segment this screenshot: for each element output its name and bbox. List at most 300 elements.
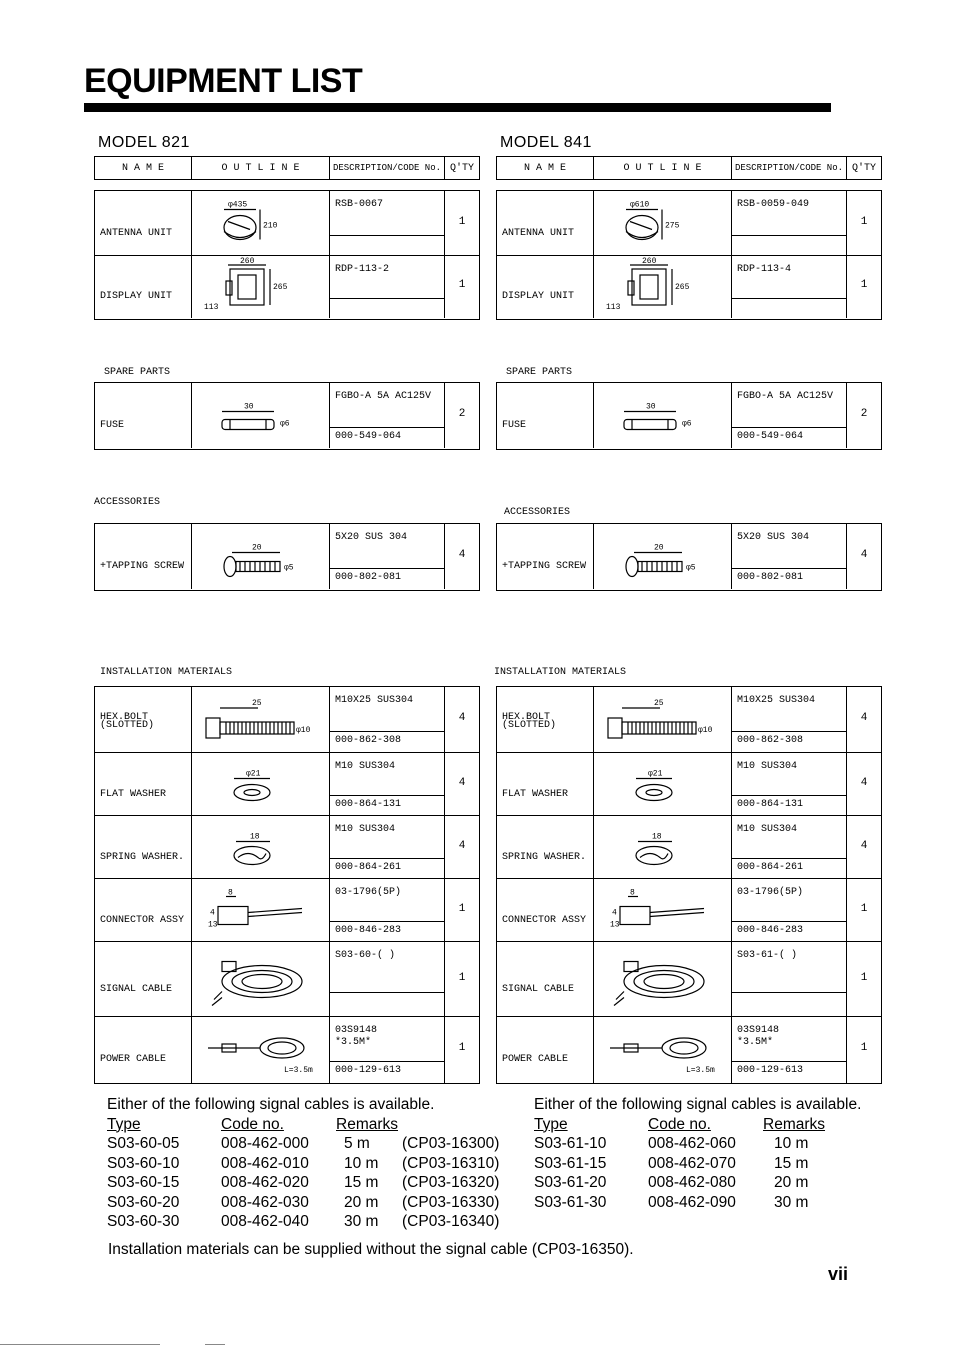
cable-cp-code: (CP03-16320) — [402, 1174, 500, 1191]
dimension-label: φ5 — [686, 563, 696, 573]
dimension-label: φ435 — [228, 200, 248, 210]
item-name: FLAT WASHER — [100, 788, 167, 800]
qty-cell — [847, 942, 881, 1016]
header-name: N A M E — [95, 157, 192, 179]
dimension-label: φ5 — [284, 563, 294, 573]
description-divider — [732, 858, 846, 859]
item-name: HEX.BOLT — [502, 712, 551, 723]
qty-value: 4 — [458, 839, 466, 852]
description-spec: 5X20 SUS 304 — [335, 532, 408, 543]
outline-cell — [192, 942, 330, 1016]
title-rule — [84, 103, 831, 112]
cable-row — [534, 1134, 884, 1154]
display-bracket — [226, 281, 232, 295]
dimension-label: φ21 — [648, 769, 663, 779]
equipment-row — [497, 816, 881, 879]
name-cell — [95, 942, 192, 1016]
description-cell — [330, 879, 445, 941]
col-remarks-header: Remarks — [336, 1115, 399, 1133]
bolt-head — [206, 718, 220, 738]
dimension-label: 265 — [273, 283, 288, 292]
description-divider — [732, 1061, 846, 1062]
description-divider — [330, 921, 444, 922]
spring-split — [238, 854, 266, 859]
item-name: ANTENNA UNIT — [100, 227, 173, 239]
equipment-row — [95, 524, 479, 589]
item-name: FUSE — [100, 419, 125, 431]
description-spec: M10 SUS304 — [335, 824, 396, 835]
dimension-label: φ10 — [698, 726, 713, 735]
description-spec: RDP-113-4 — [737, 264, 792, 275]
qty-cell — [847, 753, 881, 815]
description-divider — [732, 921, 846, 922]
dimension-label: 260 — [240, 257, 255, 266]
spare-parts-label: SPARE PARTS — [104, 367, 171, 378]
outline-cell — [594, 191, 732, 255]
display-case — [230, 269, 264, 305]
cable-length: 30 m — [774, 1193, 809, 1211]
qty-value: 4 — [458, 712, 466, 724]
col-type-header: Type — [107, 1115, 141, 1133]
cable-row — [107, 1173, 500, 1193]
display-case — [632, 269, 666, 305]
cable-type: S03-61-10 — [534, 1135, 607, 1152]
equipment-row — [95, 879, 479, 942]
qty-value: 1 — [860, 902, 868, 915]
cable-length: 15 m — [344, 1174, 379, 1191]
description-cell — [732, 383, 847, 448]
description-spec: S03-60-( ) — [335, 950, 396, 961]
equipment-row — [497, 383, 881, 448]
outline-cell — [594, 753, 732, 815]
code-number: 000-864-261 — [737, 862, 804, 873]
description-spec: 03-1796(5P) — [335, 887, 402, 898]
bolt-head — [608, 718, 622, 738]
description-spec: M10 SUS304 — [737, 761, 798, 772]
qty-value: 4 — [860, 839, 868, 852]
qty-cell — [847, 524, 881, 589]
item-name: DISPLAY UNIT — [502, 291, 575, 302]
description-divider — [330, 235, 444, 236]
qty-value: 1 — [458, 279, 466, 291]
cable-row — [107, 1193, 500, 1213]
name-cell — [497, 879, 594, 941]
name-cell — [497, 687, 594, 752]
cable-cp-code: (CP03-16310) — [402, 1154, 500, 1172]
qty-cell — [445, 879, 479, 941]
table-header — [94, 156, 480, 180]
dimension-label: 265 — [675, 283, 690, 292]
description-spec: M10 SUS304 — [335, 761, 396, 772]
description-cell — [330, 1017, 445, 1083]
description-divider — [330, 858, 444, 859]
name-cell — [95, 524, 192, 589]
item-name: CONNECTOR ASSY — [502, 914, 587, 926]
accessories-table — [94, 523, 480, 591]
qty-value: 4 — [860, 548, 868, 561]
cable-lead — [212, 992, 222, 1006]
equipment-row — [497, 1017, 881, 1083]
display-screen — [640, 275, 658, 299]
code-number: 000-129-613 — [335, 1065, 402, 1076]
cable-type: S03-61-15 — [534, 1154, 607, 1172]
name-cell — [497, 816, 594, 878]
outline-drawing — [594, 383, 732, 448]
outline-cell — [192, 256, 330, 318]
name-cell — [95, 816, 192, 878]
outline-drawing — [594, 942, 732, 1017]
cable-row — [534, 1193, 884, 1213]
accessories-label: ACCESSORIES — [94, 497, 161, 508]
item-name: CONNECTOR ASSY — [100, 914, 185, 926]
name-cell — [95, 383, 192, 448]
cable-code: 008-462-080 — [648, 1174, 736, 1191]
description-divider — [330, 992, 444, 993]
description-cell — [732, 256, 847, 318]
qty-cell — [847, 687, 881, 752]
equipment-row — [95, 191, 479, 256]
description-spec-2: *3.5M* — [335, 1037, 372, 1048]
qty-value: 1 — [458, 971, 466, 984]
description-spec: M10 SUS304 — [737, 824, 798, 835]
cable-length: 20 m — [774, 1174, 809, 1191]
dimension-label: L=3.5m — [686, 1066, 715, 1075]
outline-drawing — [192, 191, 330, 256]
qty-value: 1 — [458, 1042, 466, 1054]
qty-cell — [445, 816, 479, 878]
notes-header — [107, 1115, 457, 1135]
cable-cp-code: (CP03-16330) — [402, 1193, 500, 1211]
notes-intro: Either of the following signal cables is available. — [534, 1096, 862, 1113]
description-cell — [330, 256, 445, 318]
equipment-row — [95, 687, 479, 753]
qty-cell — [847, 256, 881, 318]
cable-cp-code: (CP03-16340) — [402, 1213, 500, 1230]
description-divider — [330, 298, 444, 299]
dimension-label: 30 — [646, 402, 656, 412]
item-name: +TAPPING SCREW — [100, 560, 185, 572]
qty-value: 1 — [458, 215, 466, 228]
dimension-label: 8 — [630, 888, 635, 898]
dimension-label: 210 — [263, 221, 278, 231]
outline-drawing — [192, 942, 330, 1017]
model-label: MODEL 821 — [98, 134, 190, 151]
display-screen — [238, 275, 256, 299]
cable-code: 008-462-030 — [221, 1193, 309, 1211]
notes-intro: Either of the following signal cables is available. — [107, 1096, 435, 1113]
qty-value: 1 — [458, 902, 466, 915]
description-divider — [330, 795, 444, 796]
description-spec: 5X20 SUS 304 — [737, 532, 810, 543]
display-bracket — [628, 281, 634, 295]
cable-code: 008-462-010 — [221, 1154, 309, 1172]
outline-drawing — [594, 816, 732, 879]
description-cell — [732, 816, 847, 878]
item-name: FUSE — [502, 419, 527, 431]
description-divider — [732, 795, 846, 796]
outline-cell — [192, 1017, 330, 1083]
header-outline: O U T L I N E — [594, 157, 732, 179]
description-divider — [330, 731, 444, 732]
outline-cell — [594, 256, 732, 318]
outline-drawing — [192, 687, 330, 753]
connector-housing — [218, 907, 248, 925]
dimension-label: 20 — [654, 543, 664, 553]
cable-length: 10 m — [774, 1135, 809, 1152]
outline-drawing — [192, 256, 330, 318]
header-desc: DESCRIPTION/CODE No. — [330, 157, 445, 179]
qty-cell — [445, 524, 479, 589]
code-number: 000-802-081 — [335, 572, 402, 583]
name-cell — [95, 1017, 192, 1083]
qty-value: 4 — [458, 548, 466, 561]
outline-cell — [594, 524, 732, 589]
cable-row — [107, 1154, 500, 1174]
cable-row — [534, 1173, 884, 1193]
scan-edge-mark — [205, 1344, 225, 1345]
item-name: SPRING WASHER. — [502, 851, 587, 863]
outline-cell — [594, 687, 732, 752]
cable-row — [107, 1212, 500, 1232]
signal-cable-notes — [534, 1095, 884, 1212]
description-cell — [732, 1017, 847, 1083]
dimension-label: 113 — [606, 303, 621, 312]
notes-header — [534, 1115, 884, 1135]
signal-cable-notes — [107, 1095, 500, 1232]
cable-lead — [614, 992, 624, 1006]
code-number: 000-549-064 — [335, 431, 402, 442]
cable-code: 008-462-090 — [648, 1193, 736, 1211]
outline-drawing — [192, 383, 330, 448]
code-number: 000-802-081 — [737, 572, 804, 583]
main-units-table — [496, 190, 882, 320]
spare-parts-table — [496, 382, 882, 450]
description-divider — [330, 427, 444, 428]
item-name: POWER CABLE — [100, 1054, 167, 1065]
washer-hole — [244, 790, 260, 796]
qty-cell — [847, 191, 881, 255]
outline-drawing — [192, 753, 330, 816]
cable-type: S03-60-30 — [107, 1213, 180, 1230]
connector-wire — [650, 909, 704, 913]
header-qty: Q'TY — [449, 162, 474, 174]
cable-length: 10 m — [344, 1154, 379, 1172]
item-name: FLAT WASHER — [502, 788, 569, 800]
equipment-row — [497, 753, 881, 816]
cable-row — [534, 1154, 884, 1174]
name-cell — [497, 942, 594, 1016]
power-coil — [662, 1038, 706, 1058]
cable-length: 30 m — [344, 1213, 379, 1230]
accessories-table — [496, 523, 882, 591]
description-spec: 03S9148 — [737, 1025, 780, 1036]
description-divider — [330, 1061, 444, 1062]
outline-drawing — [594, 753, 732, 816]
description-divider — [732, 731, 846, 732]
dimension-label: φ6 — [280, 419, 290, 429]
equipment-row — [95, 816, 479, 879]
qty-value: 4 — [458, 776, 466, 789]
item-name: ANTENNA UNIT — [502, 227, 575, 239]
equipment-row — [497, 879, 881, 942]
description-cell — [732, 524, 847, 589]
description-cell — [330, 383, 445, 448]
description-spec: M10X25 SUS304 — [335, 695, 414, 706]
outline-cell — [192, 191, 330, 255]
qty-cell — [445, 191, 479, 255]
antenna-stripe — [228, 222, 250, 230]
outline-drawing — [192, 524, 330, 589]
description-cell — [732, 879, 847, 941]
connector-housing — [620, 907, 650, 925]
description-cell — [732, 753, 847, 815]
equipment-row — [497, 256, 881, 318]
model-label: MODEL 841 — [500, 134, 592, 151]
installation-table — [496, 686, 882, 1084]
cable-cp-code: (CP03-16300) — [402, 1135, 500, 1152]
bolt-shank — [220, 722, 294, 734]
dimension-label: L=3.5m — [284, 1066, 313, 1075]
code-number: 000-864-131 — [335, 799, 402, 810]
name-cell — [497, 191, 594, 255]
name-cell — [497, 1017, 594, 1083]
outline-cell — [192, 687, 330, 752]
description-spec: FGBO-A 5A AC125V — [335, 391, 432, 402]
outline-cell — [192, 524, 330, 589]
name-cell — [497, 256, 594, 318]
dimension-label: 18 — [652, 832, 662, 842]
cable-code: 008-462-070 — [648, 1154, 736, 1172]
spring-split — [640, 854, 668, 859]
equipment-row — [95, 942, 479, 1017]
header-desc: DESCRIPTION/CODE No. — [732, 157, 847, 179]
col-remarks-header: Remarks — [763, 1115, 826, 1133]
power-coil — [260, 1038, 304, 1058]
outline-drawing — [594, 687, 732, 753]
screw-head — [224, 557, 236, 577]
installation-materials-label: INSTALLATION MATERIALS — [100, 667, 233, 678]
outline-cell — [594, 383, 732, 448]
description-spec: 03-1796(5P) — [737, 887, 804, 898]
outline-cell — [192, 753, 330, 815]
screw-head — [626, 557, 638, 577]
cable-type: S03-60-05 — [107, 1135, 180, 1152]
col-type-header: Type — [534, 1115, 568, 1133]
power-coil — [670, 1042, 698, 1054]
description-spec: FGBO-A 5A AC125V — [737, 391, 834, 402]
dimension-label: 30 — [244, 402, 254, 412]
description-cell — [732, 687, 847, 752]
installation-note: Installation materials can be supplied without the signal cable (CP03-16350). — [108, 1241, 634, 1258]
qty-value: 1 — [860, 279, 868, 291]
cable-length: 20 m — [344, 1193, 379, 1211]
bolt-shank — [622, 722, 696, 734]
qty-cell — [445, 256, 479, 318]
code-number: 000-846-283 — [737, 925, 804, 936]
name-cell — [497, 383, 594, 448]
outline-drawing — [594, 256, 732, 318]
name-cell — [497, 753, 594, 815]
installation-table — [94, 686, 480, 1084]
outline-cell — [594, 1017, 732, 1083]
accessories-label: ACCESSORIES — [504, 507, 571, 518]
name-cell — [95, 753, 192, 815]
code-number: 000-862-308 — [335, 735, 402, 746]
screw-thread — [638, 562, 682, 572]
dimension-label: 4 — [210, 908, 215, 918]
page-title: EQUIPMENT LIST — [84, 62, 363, 100]
cable-row — [107, 1134, 500, 1154]
description-divider — [732, 427, 846, 428]
col-code-header: Code no. — [221, 1115, 284, 1133]
item-name: SPRING WASHER. — [100, 851, 185, 863]
dimension-label: 4 — [612, 908, 617, 918]
antenna-radome — [626, 216, 658, 240]
outline-drawing — [192, 879, 330, 942]
qty-value: 1 — [860, 1042, 868, 1054]
header-name: N A M E — [497, 157, 594, 179]
outline-cell — [192, 879, 330, 941]
description-spec: RSB-0059-049 — [737, 199, 810, 210]
description-cell — [330, 524, 445, 589]
outline-cell — [594, 879, 732, 941]
qty-cell — [847, 816, 881, 878]
spare-parts-table — [94, 382, 480, 450]
qty-cell — [445, 383, 479, 448]
code-number: 000-862-308 — [737, 735, 804, 746]
qty-cell — [847, 383, 881, 448]
equipment-row — [497, 191, 881, 256]
page-number: vii — [828, 1264, 849, 1284]
dimension-label: φ610 — [630, 200, 650, 210]
outline-cell — [594, 816, 732, 878]
dimension-label: φ6 — [682, 419, 692, 429]
code-number: 000-549-064 — [737, 431, 804, 442]
cable-type: S03-61-20 — [534, 1174, 607, 1191]
dimension-label: 13 — [208, 920, 218, 930]
description-divider — [732, 235, 846, 236]
description-cell — [330, 753, 445, 815]
description-spec-2: *3.5M* — [737, 1037, 774, 1048]
cable-code: 008-462-020 — [221, 1174, 309, 1191]
cable-code: 008-462-000 — [221, 1135, 309, 1152]
qty-cell — [445, 1017, 479, 1083]
description-divider — [732, 568, 846, 569]
installation-materials-label: INSTALLATION MATERIALS — [494, 667, 627, 678]
item-name: POWER CABLE — [502, 1054, 569, 1065]
washer-hole — [646, 790, 662, 796]
qty-cell — [445, 687, 479, 752]
cable-coil — [242, 975, 282, 989]
qty-value: 1 — [860, 971, 868, 984]
equipment-row — [497, 942, 881, 1017]
description-spec: S03-61-( ) — [737, 950, 798, 961]
scan-edge-line — [0, 1344, 160, 1345]
description-cell — [732, 191, 847, 255]
main-units-table — [94, 190, 480, 320]
connector-wire — [650, 913, 704, 917]
washer-outer — [234, 785, 270, 801]
cable-code: 008-462-060 — [648, 1135, 736, 1152]
outline-cell — [594, 942, 732, 1016]
header-outline: O U T L I N E — [192, 157, 330, 179]
equipment-row — [95, 256, 479, 318]
screw-thread — [236, 562, 280, 572]
cable-length: 5 m — [344, 1135, 370, 1152]
code-number: 000-864-131 — [737, 799, 804, 810]
item-name: +TAPPING SCREW — [502, 560, 587, 572]
dimension-label: 18 — [250, 832, 260, 842]
